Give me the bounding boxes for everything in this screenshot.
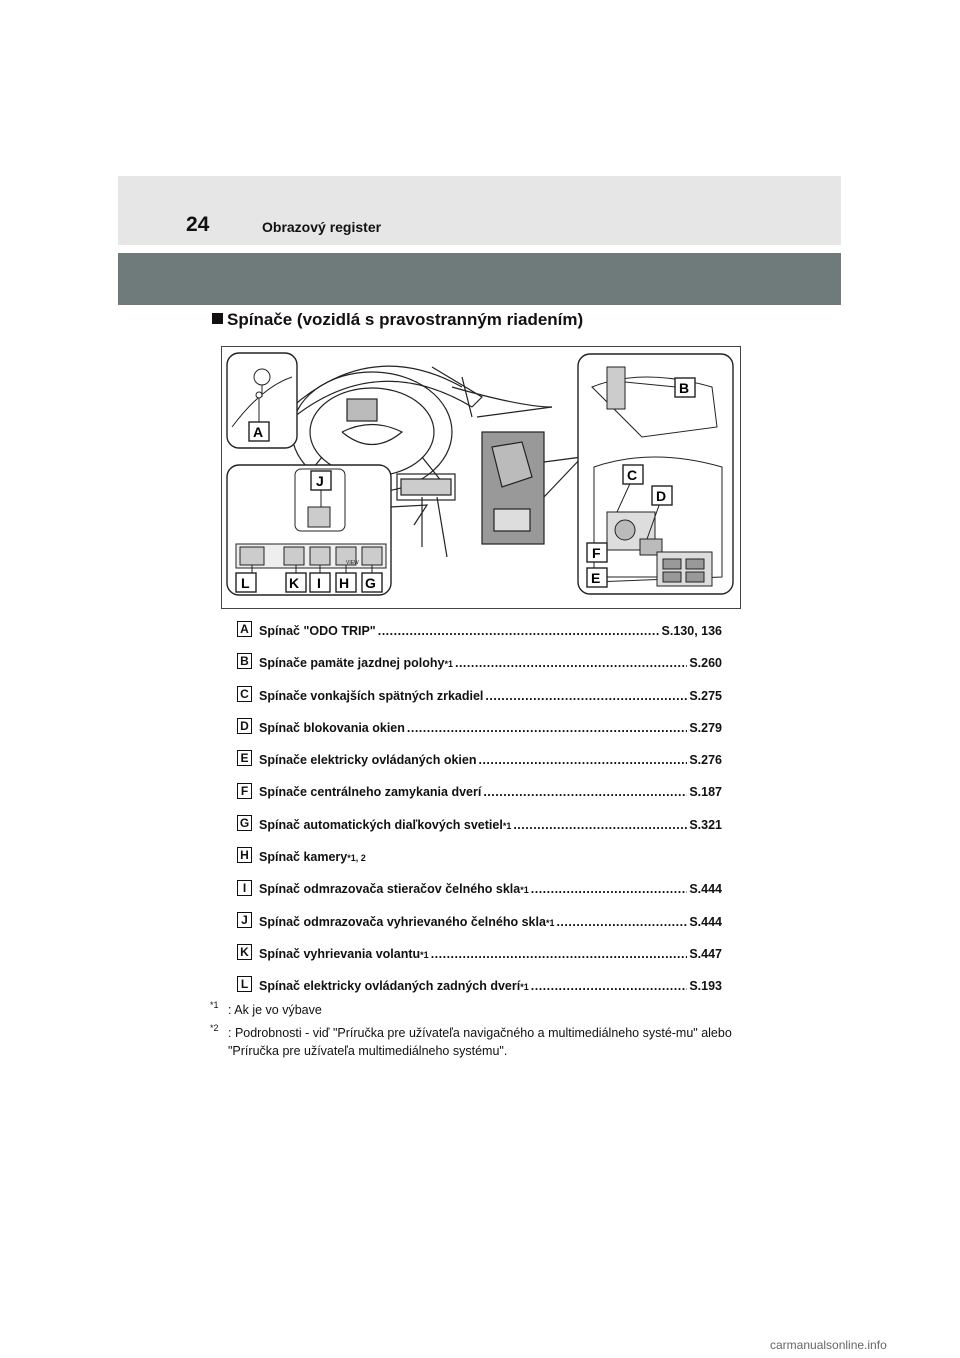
footnote-mark: *1: [210, 1000, 219, 1010]
footnote-text: : Podrobnosti - viď "Príručka pre užívateľa navigačného a multimediálneho systé-mu" alebo "Príručka pre užívateľa multimediálneho systému".: [228, 1026, 732, 1058]
footnotes: [210, 1001, 750, 1060]
index-entry: Spínače pamäte jazdnej polohy *1 ..... S.260: [259, 655, 722, 671]
index-entry-text: Spínač odmrazovača stieračov čelného skla: [259, 882, 521, 897]
section-title: Obrazový register: [262, 219, 382, 235]
index-letter: I: [237, 880, 252, 896]
index-entry: Spínač odmrazovača vyhrievaného čelného skla *1 ..... S.444: [259, 914, 722, 930]
label-f: F: [592, 545, 601, 561]
chapter-band: [118, 253, 841, 305]
index-entry-page-ref[interactable]: S.444: [689, 882, 722, 897]
label-d: D: [656, 488, 667, 504]
dot-leader: [378, 623, 660, 639]
dot-leader: [485, 688, 687, 704]
label-e: E: [591, 570, 601, 586]
index-entry-text: Spínač odmrazovača vyhrievaného čelného skla: [259, 914, 546, 929]
index-entry: Spínač kamery *1, 2: [259, 850, 366, 865]
label-b: B: [679, 380, 690, 396]
label-i: I: [317, 575, 321, 591]
index-entry-text: Spínače elektricky ovládaných okien: [259, 753, 477, 768]
index-letter: D: [237, 718, 252, 734]
index-letter: J: [237, 912, 252, 928]
label-c: C: [627, 467, 638, 483]
index-entry-page-ref[interactable]: S.444: [689, 914, 722, 929]
index-entry: Spínač odmrazovača stieračov čelného skla *1 ..... S.444: [259, 881, 722, 897]
index-entry-text: Spínače centrálneho zamykania dverí: [259, 785, 482, 800]
index-entry: [259, 720, 722, 736]
index-letter: L: [237, 976, 252, 992]
index-entry-page-ref[interactable]: S.130, 136: [661, 624, 722, 638]
index-letter: K: [237, 944, 252, 960]
index-entry-page-ref[interactable]: S.279: [689, 720, 722, 735]
index-entry: [259, 623, 722, 639]
dot-leader: [483, 784, 687, 800]
footnote-mark: *2: [210, 1023, 219, 1033]
index-entry-text: Spínač "ODO TRIP": [259, 624, 376, 638]
index-row: [237, 970, 722, 1002]
label-g: G: [365, 575, 376, 591]
index-entry-page-ref[interactable]: S.321: [689, 817, 722, 832]
index-row: [237, 873, 722, 905]
index-entry-page-ref[interactable]: S.193: [689, 979, 722, 994]
header-band: [118, 176, 841, 245]
index-row: [237, 744, 722, 776]
index-entry: Spínač elektricky ovládaných zadných dverí *1 ..... S.193: [259, 978, 722, 994]
subsection-title: [212, 309, 583, 331]
index-row: [237, 906, 722, 938]
label-l: L: [241, 575, 250, 591]
index-letter: F: [237, 783, 252, 799]
dot-leader: [431, 946, 688, 962]
switch-diagram: [221, 346, 741, 609]
dot-leader: [513, 817, 687, 833]
index-entry-page-ref[interactable]: S.276: [689, 753, 722, 768]
page-number: 24: [186, 213, 210, 236]
watermark: carmanualsonline.info: [770, 1338, 887, 1352]
index-row: [237, 938, 722, 970]
index-entry-text: Spínač kamery: [259, 850, 348, 865]
dot-leader: [407, 720, 687, 736]
label-k: K: [289, 575, 300, 591]
index-entry-text: Spínač vyhrievania volantu: [259, 946, 421, 961]
index-letter: H: [237, 847, 252, 863]
diagram-illustration: [222, 347, 740, 608]
index-entry-text: Spínač elektricky ovládaných zadných dverí: [259, 979, 521, 994]
index-letter: B: [237, 653, 252, 669]
label-j: J: [316, 473, 324, 489]
index-row: [237, 615, 722, 647]
index-entry-page-ref[interactable]: S.447: [689, 946, 722, 961]
label-a: A: [253, 424, 264, 440]
dot-leader: [531, 881, 688, 897]
index-entry: [259, 752, 722, 768]
index-row: [237, 809, 722, 841]
index-entry-text: Spínač automatických diaľkových svetiel: [259, 817, 503, 832]
switch-index-list: [237, 615, 722, 1003]
index-entry-page-ref[interactable]: S.187: [689, 785, 722, 800]
index-entry: [259, 688, 722, 704]
dot-leader: [556, 914, 687, 930]
square-bullet-icon: [212, 313, 223, 324]
index-entry-text: Spínače pamäte jazdnej polohy: [259, 656, 445, 671]
subsection-title-text: Spínače (vozidlá s pravostranným riadením): [227, 310, 584, 329]
index-row: [237, 776, 722, 808]
index-entry-text: Spínač blokovania okien: [259, 720, 405, 735]
index-letter: A: [237, 621, 252, 637]
index-letter: E: [237, 750, 252, 766]
index-entry: Spínač automatických diaľkových svetiel *1 ..... S.321: [259, 817, 722, 833]
view-label: VIEW: [346, 560, 359, 566]
dot-leader: [455, 655, 687, 671]
index-row: [237, 647, 722, 679]
footnote: [210, 1001, 750, 1019]
index-row: [237, 712, 722, 744]
dot-leader: [531, 978, 688, 994]
index-letter: C: [237, 686, 252, 702]
index-row: [237, 680, 722, 712]
dot-leader: [478, 752, 687, 768]
footnote: [210, 1024, 750, 1060]
footnote-text: : Ak je vo výbave: [228, 1003, 322, 1017]
index-row: [237, 841, 722, 873]
index-entry-text: Spínače vonkajších spätných zrkadiel: [259, 688, 484, 703]
index-letter: G: [237, 815, 252, 831]
index-entry-page-ref[interactable]: S.260: [689, 656, 722, 671]
index-entry-page-ref[interactable]: S.275: [689, 688, 722, 703]
label-h: H: [339, 575, 350, 591]
index-entry: [259, 784, 722, 800]
index-entry: Spínač vyhrievania volantu *1 ..... S.447: [259, 946, 722, 962]
